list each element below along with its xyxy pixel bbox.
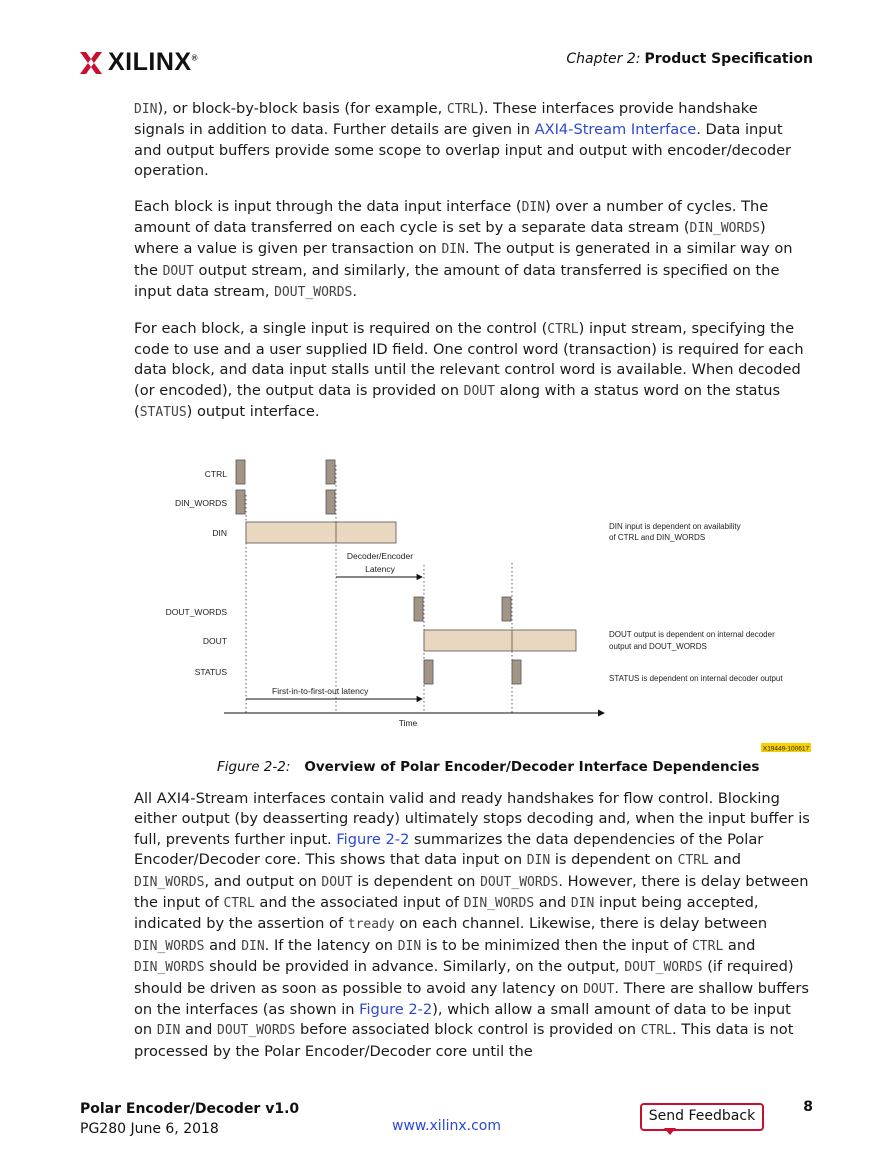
- signal-label-status: STATUS: [194, 667, 227, 677]
- send-feedback-button[interactable]: Send Feedback: [640, 1103, 764, 1131]
- paragraph: DIN), or block-by-block basis (for example, CTRL). These interfaces provide handshake signals in addition to data. Further details are given in AXI4-Stream Interface. Data input and output buffers provide some scope to overlap input and output with encoder/decoder operation.: [134, 100, 792, 180]
- dout-data-block: [424, 630, 576, 651]
- footer-doc: PG280 June 6, 2018: [80, 1121, 219, 1137]
- status-pulse: [424, 660, 433, 684]
- din-note: of CTRL and DIN_WORDS: [609, 533, 706, 542]
- fifo-latency-label: First-in-to-first-out latency: [272, 686, 369, 696]
- figure-title: Overview of Polar Encoder/Decoder Interface Dependencies: [304, 759, 760, 775]
- din-words-pulse: [326, 490, 335, 514]
- figure-id: X19449-100617: [762, 745, 810, 753]
- axi4-stream-interface-link[interactable]: AXI4-Stream Interface: [534, 121, 697, 139]
- figure-caption: [217, 759, 759, 775]
- din-words-pulse: [236, 490, 245, 514]
- signal-label-dout: DOUT: [202, 636, 227, 646]
- latency-label: Decoder/Encoder: [346, 551, 414, 561]
- status-pulse: [512, 660, 521, 684]
- footer-doc-info: [80, 1099, 299, 1139]
- xilinx-logo: [80, 48, 198, 77]
- signal-label-din: DIN: [212, 528, 227, 538]
- body-text-top: [134, 99, 810, 424]
- xilinx-mark-icon: [80, 52, 102, 74]
- dout-note: DOUT output is dependent on internal decoder: [609, 630, 775, 639]
- chapter-label: Chapter 2:: [566, 51, 641, 67]
- paragraph: All AXI4-Stream interfaces contain valid and ready handshakes for flow control. Blocking either output (by deasserting ready) ultimately stops decoding and, when the input buffer is full, prevents further input. Figure 2-2 summarizes the data dependencies of the Polar Encoder/Decoder core. This shows that data input on DIN is dependent on CTRL and DIN_WORDS, and output on DOUT is dependent on DOUT_WORDS. However, there is delay between the input of CTRL and the associated input of DIN_WORDS and DIN input being accepted, indicated by the assertion of tready on each channel. Likewise, there is delay between DIN_WORDS and DIN. If the latency on DIN is to be minimized then the input of CTRL and DIN_WORDS should be provided in advance. Similarly, on the output, DOUT_WORDS (if required) should be driven as soon as possible to avoid any latency on DOUT. There are shallow buffers on the interfaces (as shown in Figure 2-2), which allow a small amount of data to be input on DIN and DOUT_WORDS before associated block control is provided on CTRL. This data is not processed by the Polar Encoder/Decoder core until the: [134, 790, 810, 1060]
- din-note: DIN input is dependent on availability: [609, 522, 741, 531]
- timing-diagram: [160, 445, 820, 765]
- dout-note: output and DOUT_WORDS: [609, 642, 707, 651]
- body-text-bottom: [134, 789, 810, 1062]
- ctrl-pulse: [326, 460, 335, 484]
- paragraph: Each block is input through the data input interface (DIN) over a number of cycles. The amount of data transferred on each cycle is set by a separate data stream (DIN_WORDS) where a value is given per transaction on DIN. The output is generated in a similar way on the DOUT output stream, and similarly, the amount of data transferred is specified on the input data stream, DOUT_WORDS.: [134, 197, 793, 301]
- footer-product: Polar Encoder/Decoder v1.0: [80, 1101, 300, 1117]
- dout-words-pulse: [414, 597, 423, 621]
- chapter-title: Product Specification: [644, 51, 813, 67]
- footer-url-link[interactable]: www.xilinx.com: [392, 1118, 501, 1134]
- dout-words-pulse: [502, 597, 511, 621]
- signal-label-dout-words: DOUT_WORDS: [165, 607, 227, 617]
- feedback-bubble-tail-icon: [664, 1128, 676, 1135]
- status-note: STATUS is dependent on internal decoder output: [609, 674, 783, 683]
- din-data-block: [246, 522, 396, 543]
- figure-2-2-link[interactable]: Figure 2-2: [336, 830, 410, 848]
- page-number: 8: [803, 1099, 813, 1115]
- logo-text: XILINX®: [108, 48, 198, 76]
- paragraph: For each block, a single input is required on the control (CTRL) input stream, specifying the code to use and a user supplied ID field. One control word (transaction) is required for each data block, and data input stalls until the relevant control word is available. When decoded (or encoded), the output data is provided on DOUT along with a status word on the status (STATUS) output interface.: [134, 319, 804, 421]
- figure-number: Figure 2-2:: [217, 759, 291, 775]
- time-axis-label: Time: [398, 718, 418, 728]
- signal-label-din-words: DIN_WORDS: [175, 498, 227, 508]
- chapter-heading: [566, 51, 813, 67]
- signal-label-ctrl: CTRL: [204, 469, 227, 479]
- figure-2-2-link[interactable]: Figure 2-2: [359, 1001, 433, 1019]
- ctrl-pulse: [236, 460, 245, 484]
- latency-label: Latency: [365, 564, 395, 574]
